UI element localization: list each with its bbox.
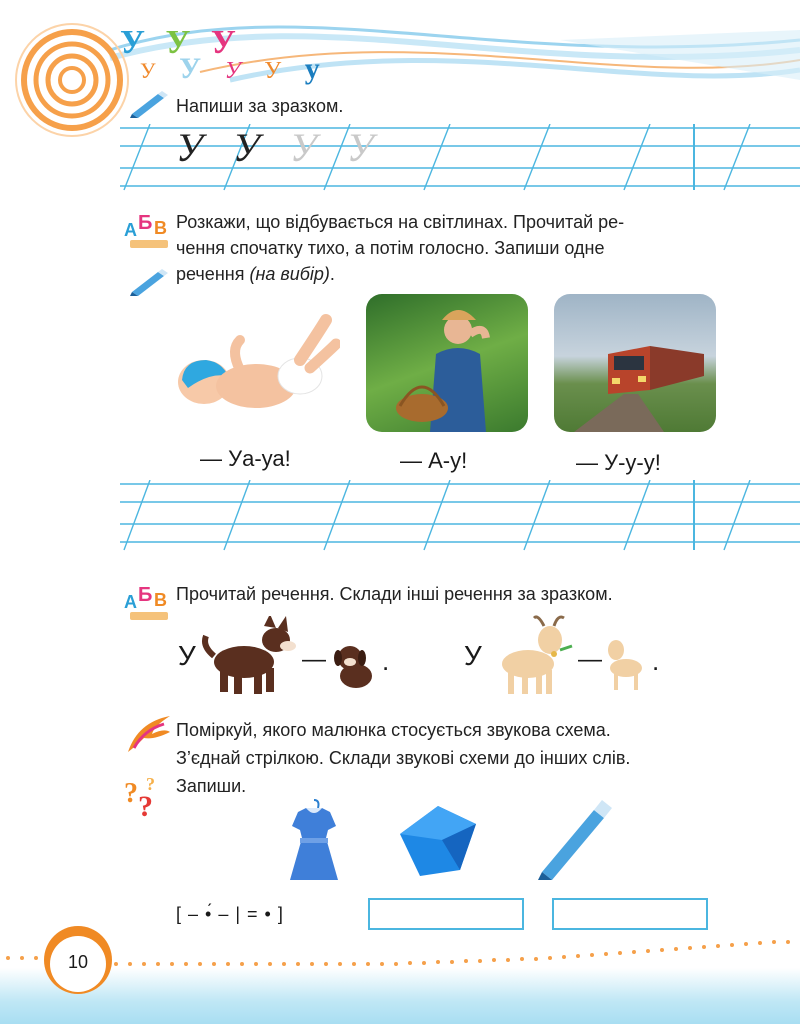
- header-letters-row2: [140, 52, 328, 86]
- woman-forest-photo: [366, 294, 528, 432]
- letter: у: [304, 52, 328, 85]
- pen-icon: [128, 90, 172, 118]
- dot-right: .: [652, 646, 660, 676]
- dash-right: —: [578, 646, 602, 673]
- cube-picture: [398, 804, 480, 878]
- page-number: 10: [67, 952, 89, 972]
- task1-instruction: Напиши за зразком.: [176, 96, 344, 116]
- sample-letter: У: [289, 125, 327, 170]
- big-dog-picture: [200, 616, 300, 698]
- abc-book-icon: А Б В: [124, 212, 176, 252]
- svg-text:?: ?: [124, 778, 138, 809]
- caption-baby: — Уа-уа!: [200, 446, 291, 471]
- handwriting-sample: [176, 124, 384, 171]
- task4-line3: Запиши.: [176, 776, 247, 796]
- pen-icon: [128, 268, 172, 296]
- letter: У: [264, 58, 290, 84]
- dress-picture: [284, 798, 344, 882]
- sample-letter: У: [176, 125, 213, 170]
- abc-book-icon: А Б В: [124, 584, 176, 624]
- pen-picture: [534, 796, 614, 880]
- svg-text:?: ?: [146, 774, 155, 794]
- caption-woman: — А-у!: [400, 448, 468, 473]
- puppy-picture: [330, 640, 378, 692]
- task2-instruction-line3: речення (на вибір).: [176, 264, 335, 284]
- task2-instruction-line1: Розкажи, що відбувається на світлинах. Прочитай ре-: [176, 212, 625, 232]
- sample-letter: У: [232, 125, 270, 170]
- letter-u-left: У: [178, 640, 196, 671]
- header-swirl-decoration: [0, 0, 800, 140]
- dot-left: .: [382, 646, 390, 676]
- task3-instruction: Прочитай речення. Склади інші речення за зразком.: [176, 584, 613, 604]
- footer-band: [0, 968, 800, 1024]
- big-goat-picture: [494, 614, 574, 698]
- baby-photo: [170, 310, 340, 420]
- task2-instruction-line2: чення спочатку тихо, а потім голосно. Запиши одне: [176, 238, 605, 258]
- writing-lines-2: [110, 480, 800, 552]
- question-marks-icon: [124, 772, 164, 820]
- task4-line1: Поміркуй, якого малюнка стосується звукова схема.: [176, 720, 611, 740]
- sound-scheme: [ – •́ – | = • ]: [176, 904, 284, 924]
- footer-dotted-line: [0, 940, 800, 970]
- letter: У: [224, 58, 249, 84]
- letter-u-right: У: [464, 640, 482, 671]
- letter: У: [120, 24, 151, 61]
- letter: У: [179, 52, 210, 85]
- caption-train: — У-у-у!: [576, 450, 661, 475]
- answer-box-pen[interactable]: [552, 898, 708, 930]
- firebird-icon: [124, 712, 174, 756]
- dash-left: —: [302, 646, 326, 673]
- answer-box-cube[interactable]: [368, 898, 524, 930]
- svg-text:?: ?: [138, 790, 153, 820]
- letter: У: [165, 24, 197, 61]
- train-photo: [554, 294, 716, 432]
- letter: У: [210, 24, 242, 61]
- sample-letter: У: [346, 125, 384, 170]
- task4-line2: З’єднай стрілкою. Склади звукові схеми до інших слів.: [176, 748, 631, 768]
- task2-instruction-italic: (на вибір): [249, 264, 330, 284]
- letter: У: [140, 58, 164, 83]
- kid-goat-picture: [604, 632, 650, 692]
